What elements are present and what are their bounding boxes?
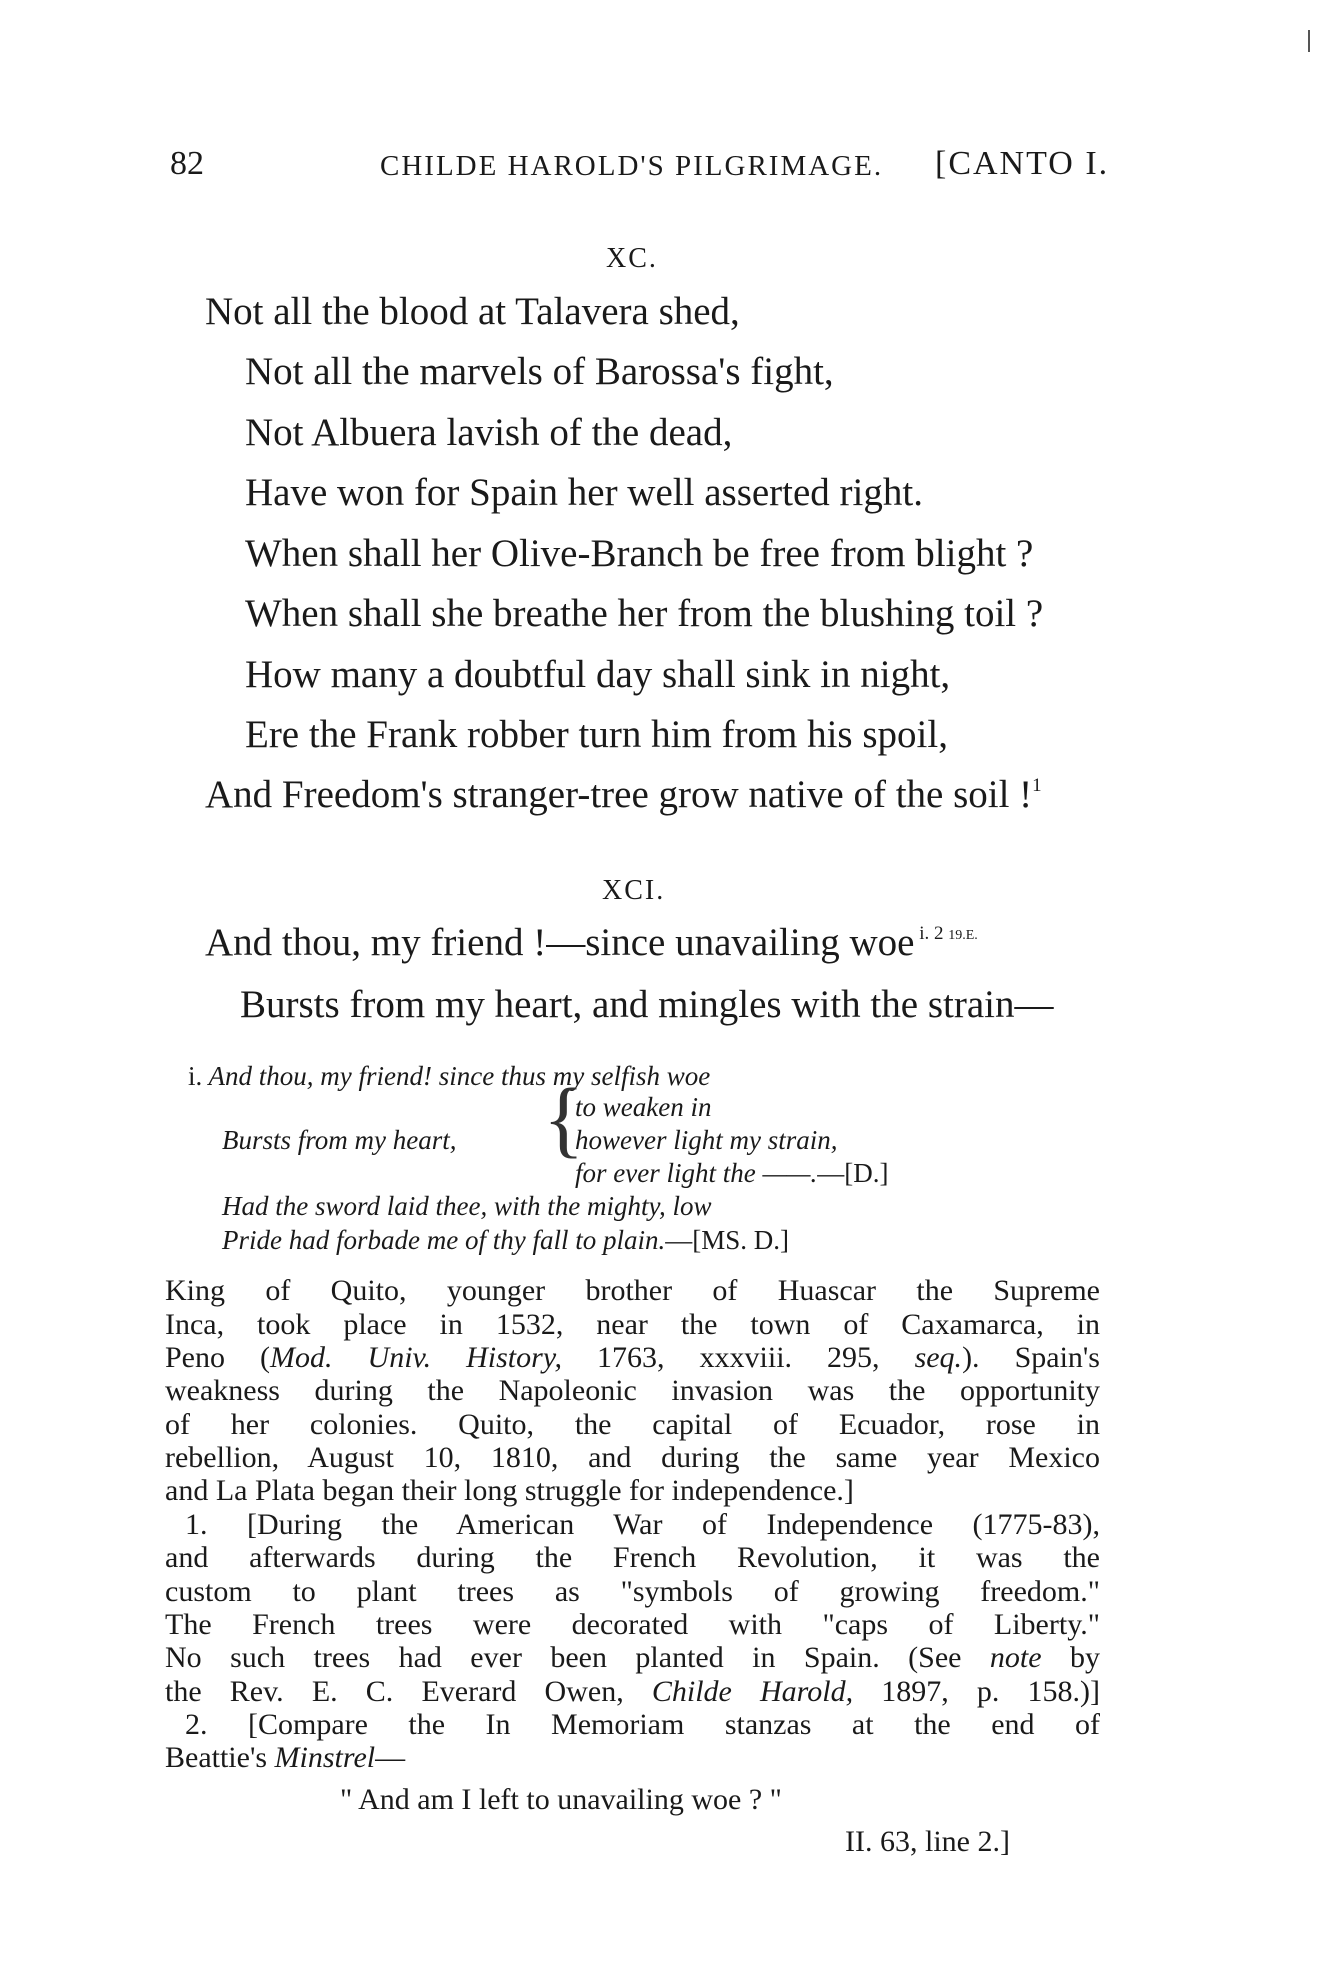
- verse-line: When shall her Olive-Branch be free from blight ?: [245, 532, 1034, 575]
- variant-date: 19.E.: [948, 928, 978, 943]
- footnote-line: [165, 1677, 1100, 1707]
- footnote-text: 1897, p. 158.)]: [853, 1675, 1101, 1708]
- variant-source: —[MS. D.]: [665, 1225, 789, 1255]
- page-number: 82: [170, 145, 204, 182]
- verse-line: Have won for Spain her well asserted right.: [245, 471, 923, 514]
- variant-alt: [575, 1160, 888, 1187]
- footnote-text: ). Spain's: [962, 1341, 1100, 1374]
- running-title: CHILDE HAROLD'S PILGRIMAGE.: [380, 150, 884, 182]
- brace-glyph: {: [543, 1070, 585, 1166]
- verse-line: Not all the marvels of Barossa's fight,: [245, 350, 834, 393]
- verse-line: Ere the Frank robber turn him from his spoil,: [245, 713, 948, 756]
- variant-source: —[D.]: [817, 1158, 889, 1188]
- footnote-line: weakness during the Napoleonic invasion was the opportunity: [165, 1374, 1100, 1407]
- footnote-line: rebellion, August 10, 1810, and during the same year Mexico: [165, 1441, 1100, 1474]
- verse-line: Not Albuera lavish of the dead,: [245, 411, 733, 454]
- footnote-text: by: [1041, 1641, 1100, 1674]
- footnote-italic: Childe Harold,: [651, 1675, 854, 1708]
- footnote-ref: 1: [1032, 775, 1042, 796]
- stanza-number-xc: XC.: [606, 243, 658, 274]
- footnote-line: King of Quito, younger brother of Huascar the Supreme: [165, 1274, 1100, 1307]
- verse-line: Not all the blood at Talavera shed,: [205, 290, 740, 333]
- footnote-citation: II. 63, line 2.]: [845, 1825, 1010, 1858]
- variant-line: [188, 1063, 710, 1090]
- variant-text: And thou, my friend! since thus my selfish woe: [208, 1061, 711, 1091]
- footnote-italic: note: [989, 1641, 1042, 1674]
- footnote-italic: Mod. Univ. History,: [270, 1341, 562, 1374]
- footnote-text: No such trees had ever been planted in Spain. (See: [165, 1641, 990, 1674]
- footnote-line: The French trees were decorated with "caps of Liberty.": [165, 1608, 1100, 1641]
- variant-ref-text: i. 2: [919, 923, 944, 944]
- variant-line: [222, 1227, 789, 1254]
- verse-line: How many a doubtful day shall sink in night,: [245, 653, 951, 696]
- variant-line: Had the sword laid thee, with the mighty, low: [222, 1191, 712, 1221]
- footnote-italic: seq.: [914, 1341, 963, 1374]
- variant-lead: Bursts from my heart,: [222, 1125, 457, 1155]
- verse-line: When shall she breathe her from the blushing toil ?: [245, 592, 1044, 635]
- footnote-text: the Rev. E. C. Everard Owen,: [165, 1675, 652, 1708]
- footnote-italic: Minstrel: [274, 1741, 376, 1774]
- footnote-line: 2. [Compare the In Memoriam stanzas at the end of: [185, 1708, 1100, 1741]
- footnote-line: [165, 1343, 1100, 1373]
- footnote-line: of her colonies. Quito, the capital of Ecuador, rose in: [165, 1408, 1100, 1441]
- verse-line-text: And Freedom's stranger-tree grow native of the soil !: [205, 773, 1033, 816]
- footnote-text: Beattie's: [165, 1741, 275, 1774]
- verse-line-text: And thou, my friend !—since unavailing woe: [205, 921, 915, 964]
- footnote-line: 1. [During the American War of Independence (1775-83),: [185, 1508, 1100, 1541]
- variant-text: Pride had forbade me of thy fall to plain.: [222, 1225, 666, 1255]
- footnote-line: custom to plant trees as "symbols of growing freedom.": [165, 1575, 1100, 1608]
- running-header: [170, 145, 1110, 195]
- variant-alt: however light my strain,: [575, 1125, 838, 1155]
- verse-line: [205, 923, 978, 962]
- variant-marker: i.: [188, 1061, 203, 1091]
- verse-line: [205, 775, 1042, 814]
- footnote-line: [165, 1743, 1100, 1773]
- verse-line: Bursts from my heart, and mingles with the strain—: [240, 983, 1054, 1026]
- canto-label: [CANTO I.: [935, 145, 1110, 182]
- footnote-text: —: [375, 1741, 406, 1774]
- variant-alt: to weaken in: [575, 1092, 712, 1122]
- footnote-quote: " And am I left to unavailing woe ? ": [340, 1783, 782, 1816]
- footnote-line: Inca, took place in 1532, near the town of Caxamarca, in: [165, 1308, 1100, 1341]
- footnote-line: and La Plata began their long struggle for independence.]: [165, 1474, 854, 1507]
- stanza-number-xci: XCI.: [602, 875, 666, 906]
- footnote-text: Peno (: [165, 1341, 271, 1374]
- footnote-line: [165, 1643, 1100, 1673]
- footnote-line: and afterwards during the French Revolution, it was the: [165, 1541, 1100, 1574]
- variant-text: for ever light the ——.: [575, 1158, 818, 1188]
- footnote-text: 1763, xxxviii. 295,: [561, 1341, 915, 1374]
- variant-ref: [914, 923, 977, 944]
- scan-mark: [1308, 30, 1310, 52]
